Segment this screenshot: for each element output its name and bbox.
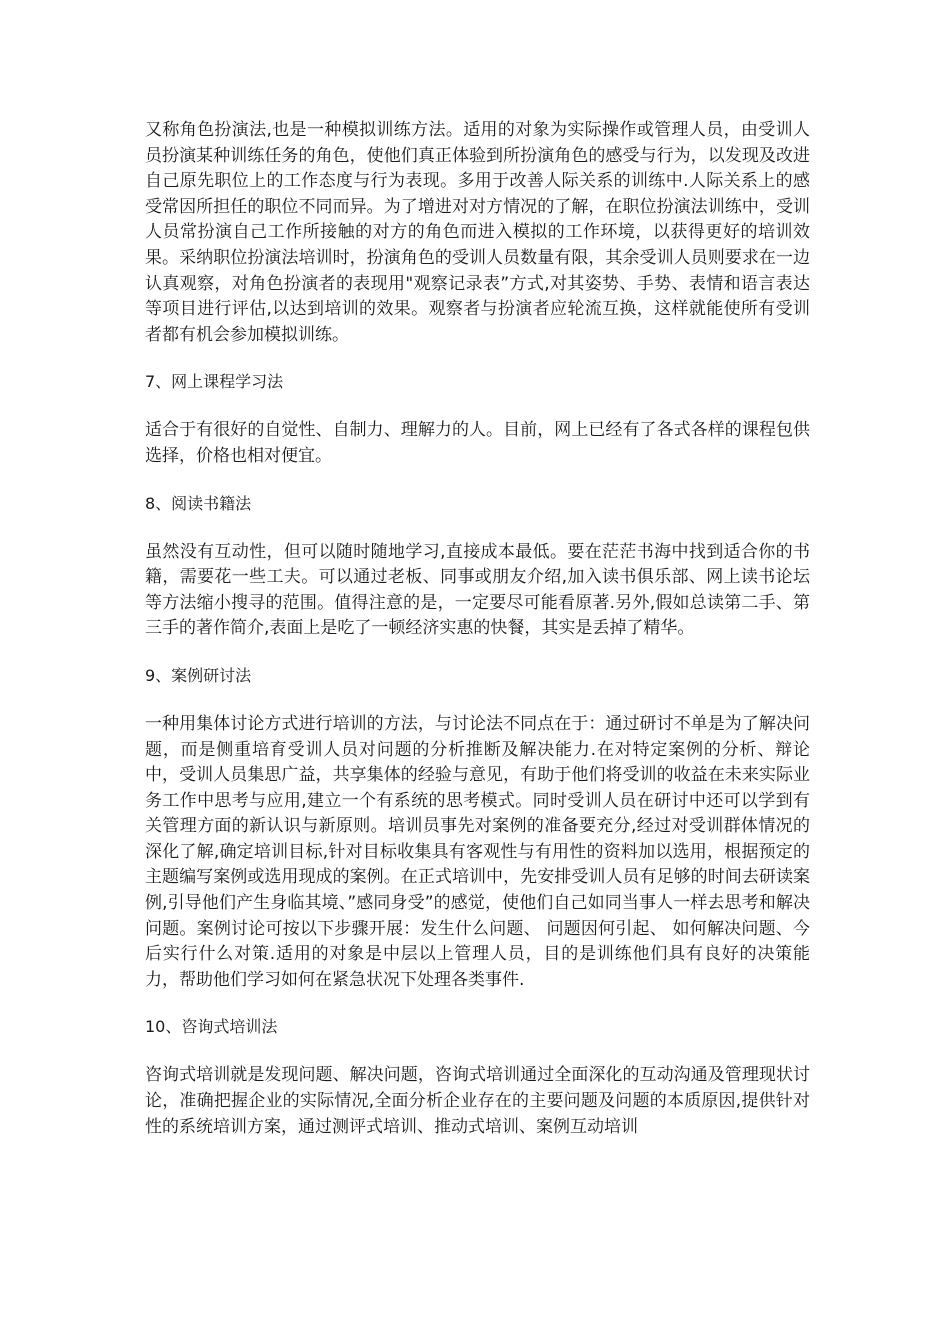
- document-page: [145, 118, 810, 1140]
- spacer: [145, 394, 810, 418]
- spacer: [145, 993, 810, 1015]
- section-8-body: 虽然没有互动性，但可以随时随地学习,直接成本最低。要在茫茫书海中找到适合你的书籍，需要花一些工夫。可以通过老板、同事或朋友介绍,加入读书俱乐部、网上读书论坛等方法缩小搜寻的范围。值得注意的是，一定要尽可能看原著.另外,假如总读第二手、第三手的著作简介,表面上是吃了一顿经济实惠的快餐，其实是丢掉了精华。: [145, 541, 810, 639]
- spacer: [145, 516, 810, 540]
- section-6-body: 又称角色扮演法,也是一种模拟训练方法。适用的对象为实际操作或管理人员，由受训人员扮演某种训练任务的角色，使他们真正体验到所扮演角色的感受与行为，以发现及改进自己原先职位上的工作态度与行为表现。多用于改善人际关系的训练中.人际关系上的感受常因所担任的职位不同而异。为了增进对对方情况的了解，在职位扮演法训练中，受训人员常扮演自己工作所接触的对方的角色而进入模拟的工作环境，以获得更好的培训效果。采纳职位扮演法培训时，扮演角色的受训人员数量有限，其余受训人员则要求在一边认真观察，对角色扮演者的表现用"观察记录表”方式,对其姿势、手势、表情和语言表达等项目进行评估,以达到培训的效果。观察者与扮演者应轮流互换，这样就能使所有受训者都有机会参加模拟训练。: [145, 120, 810, 345]
- spacer: [145, 470, 810, 492]
- section-10-heading: 10、咨询式培训法: [145, 1017, 278, 1037]
- section-7-heading: 7、网上课程学习法: [145, 372, 284, 392]
- spacer: [145, 1039, 810, 1063]
- section-7-body: 适合于有很好的自觉性、自制力、理解力的人。目前，网上已经有了各式各样的课程包供选择，价格也相对便宜。: [145, 420, 810, 466]
- spacer: [145, 688, 810, 712]
- spacer: [145, 642, 810, 664]
- spacer: [145, 348, 810, 370]
- section-8-heading: 8、阅读书籍法: [145, 493, 252, 513]
- section-10-body: 咨询式培训就是发现问题、解决问题，咨询式培训通过全面深化的互动沟通及管理现状讨论，准确把握企业的实际情况,全面分析企业存在的主要问题及问题的本质原因,提供针对性的系统培训方案，通过测评式培训、推动式培训、案例互动培训: [145, 1065, 810, 1137]
- section-9-heading: 9、案例研讨法: [145, 665, 252, 685]
- section-9-body: 一种用集体讨论方式进行培训的方法，与讨论法不同点在于：通过研讨不单是为了解决问题，而是侧重培育受训人员对问题的分析推断及解决能力.在对特定案例的分析、辩论中，受训人员集思广益，共享集体的经验与意见，有助于他们将受训的收益在未来实际业务工作中思考与应用,建立一个有系统的思考模式。同时受训人员在研讨中还可以学到有关管理方面的新认识与新原则。培训员事先对案例的准备要充分,经过对受训群体情况的深化了解,确定培训目标,针对目标收集具有客观性与有用性的资料加以选用，根据预定的主题编写案例或选用现成的案例。在正式培训中，先安排受训人员有足够的时间去研读案例,引导他们产生身临其境、”感同身受”的感觉，使他们自己如同当事人一样去思考和解决问题。案例讨论可按以下步骤开展：发生什么问题、 问题因何引起、 如何解决问题、今后实行什么对策.适用的对象是中层以上管理人员，目的是训练他们具有良好的决策能力，帮助他们学习如何在紧急状况下处理各类事件.: [145, 713, 810, 990]
